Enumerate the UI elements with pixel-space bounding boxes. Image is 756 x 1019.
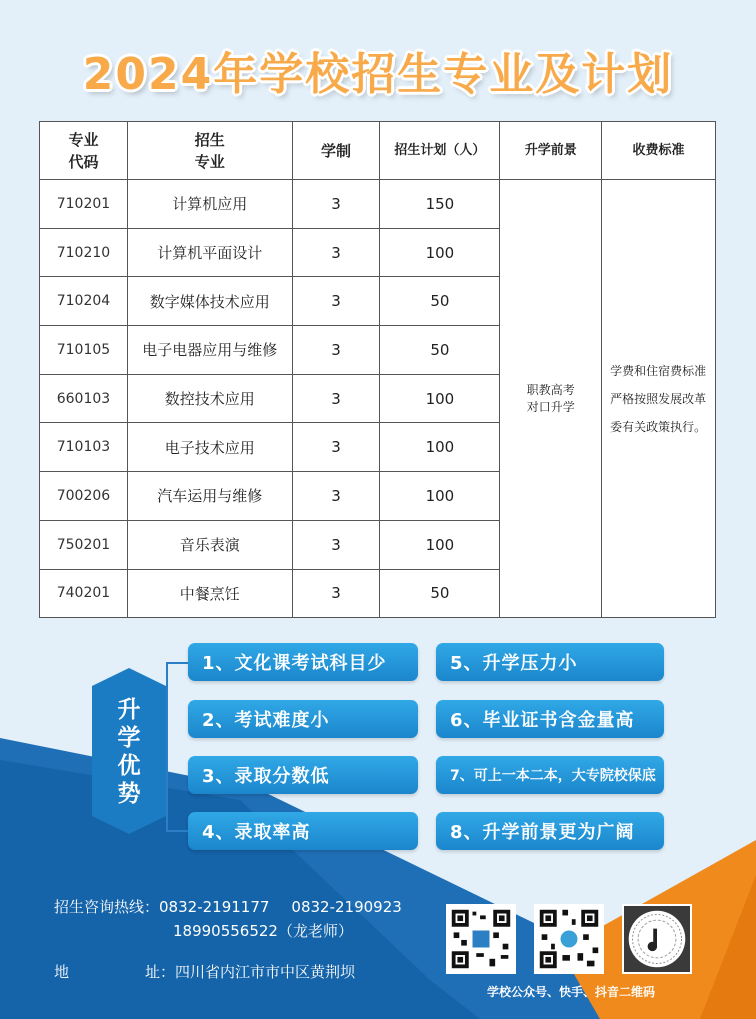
- advantage-item: 3、录取分数低: [188, 756, 418, 794]
- plan-count: 100: [380, 228, 500, 277]
- major-code: 710105: [40, 326, 128, 375]
- kuaishou-qr-code: [534, 904, 604, 974]
- address-label: 址：: [145, 963, 176, 981]
- address-label: 地: [54, 963, 70, 981]
- table-header-row: [40, 122, 716, 180]
- study-years: 3: [292, 374, 380, 423]
- advantages-bracket: [166, 662, 192, 832]
- study-years: 3: [292, 326, 380, 375]
- header-fees: 收费标准: [602, 122, 716, 180]
- plan-count: 50: [380, 277, 500, 326]
- enrollment-plan-table: [39, 121, 716, 618]
- major-name: 数控技术应用: [127, 374, 292, 423]
- advantages-tag: [92, 668, 166, 834]
- advantage-item: 7、可上一本二本，大专院校保底: [436, 756, 664, 794]
- major-code: 740201: [40, 569, 128, 618]
- address-row: [54, 961, 355, 982]
- major-name: 中餐烹饪: [127, 569, 292, 618]
- advantage-item: 2、考试难度小: [188, 700, 418, 738]
- major-code: 710201: [40, 180, 128, 229]
- phone-number: 18990556522（龙老师）: [173, 922, 353, 940]
- study-years: 3: [292, 423, 380, 472]
- advantage-item: 1、文化课考试科目少: [188, 643, 418, 681]
- header-code: 专业 代码: [40, 122, 128, 180]
- advantage-item: 6、毕业证书含金量高: [436, 700, 664, 738]
- plan-count: 100: [380, 472, 500, 521]
- study-years: 3: [292, 472, 380, 521]
- major-code: 710204: [40, 277, 128, 326]
- advantage-item: 8、升学前景更为广阔: [436, 812, 664, 850]
- study-years: 3: [292, 520, 380, 569]
- study-years: 3: [292, 277, 380, 326]
- advantage-item: 4、录取率高: [188, 812, 418, 850]
- major-code: 700206: [40, 472, 128, 521]
- study-years: 3: [292, 180, 380, 229]
- advantages-tag-label: 升 学 优 势: [117, 697, 141, 807]
- major-code: 750201: [40, 520, 128, 569]
- mobile-row: [173, 920, 353, 941]
- page-title: 2024年学校招生专业及计划: [82, 49, 674, 100]
- major-name: 电子技术应用: [127, 423, 292, 472]
- wechat-qr-code: [446, 904, 516, 974]
- phone-number: 0832-2191177: [159, 898, 270, 916]
- major-name: 汽车运用与维修: [127, 472, 292, 521]
- hotline-label: 招生咨询热线：: [54, 898, 160, 916]
- study-years: 3: [292, 228, 380, 277]
- header-prospects: 升学前景: [500, 122, 602, 180]
- header-years: 学制: [292, 122, 380, 180]
- major-code: 710103: [40, 423, 128, 472]
- qr-caption: 学校公众号、快手、抖音二维码: [486, 985, 655, 999]
- major-code: 710210: [40, 228, 128, 277]
- major-name: 计算机应用: [127, 180, 292, 229]
- plan-count: 150: [380, 180, 500, 229]
- header-major: 招生 专业: [127, 122, 292, 180]
- phone-number: 0832-2190923: [291, 898, 402, 916]
- plan-count: 50: [380, 569, 500, 618]
- major-code: 660103: [40, 374, 128, 423]
- plan-count: 100: [380, 374, 500, 423]
- plan-count: 100: [380, 423, 500, 472]
- major-name: 数字媒体技术应用: [127, 277, 292, 326]
- address-text: 四川省内江市市中区黄荆坝: [175, 963, 356, 981]
- major-name: 音乐表演: [127, 520, 292, 569]
- hotline-row: [54, 896, 402, 917]
- major-name: 计算机平面设计: [127, 228, 292, 277]
- fees-cell: 学费和住宿费标准 严格按照发展改革 委有关政策执行。: [602, 180, 716, 618]
- study-years: 3: [292, 569, 380, 618]
- prospects-cell: 职教高考 对口升学: [500, 180, 602, 618]
- major-name: 电子电器应用与维修: [127, 326, 292, 375]
- header-plan: 招生计划（人）: [380, 122, 500, 180]
- plan-count: 100: [380, 520, 500, 569]
- douyin-qr-code: [622, 904, 692, 974]
- plan-count: 50: [380, 326, 500, 375]
- advantage-item: 5、升学压力小: [436, 643, 664, 681]
- table-row: [40, 180, 716, 229]
